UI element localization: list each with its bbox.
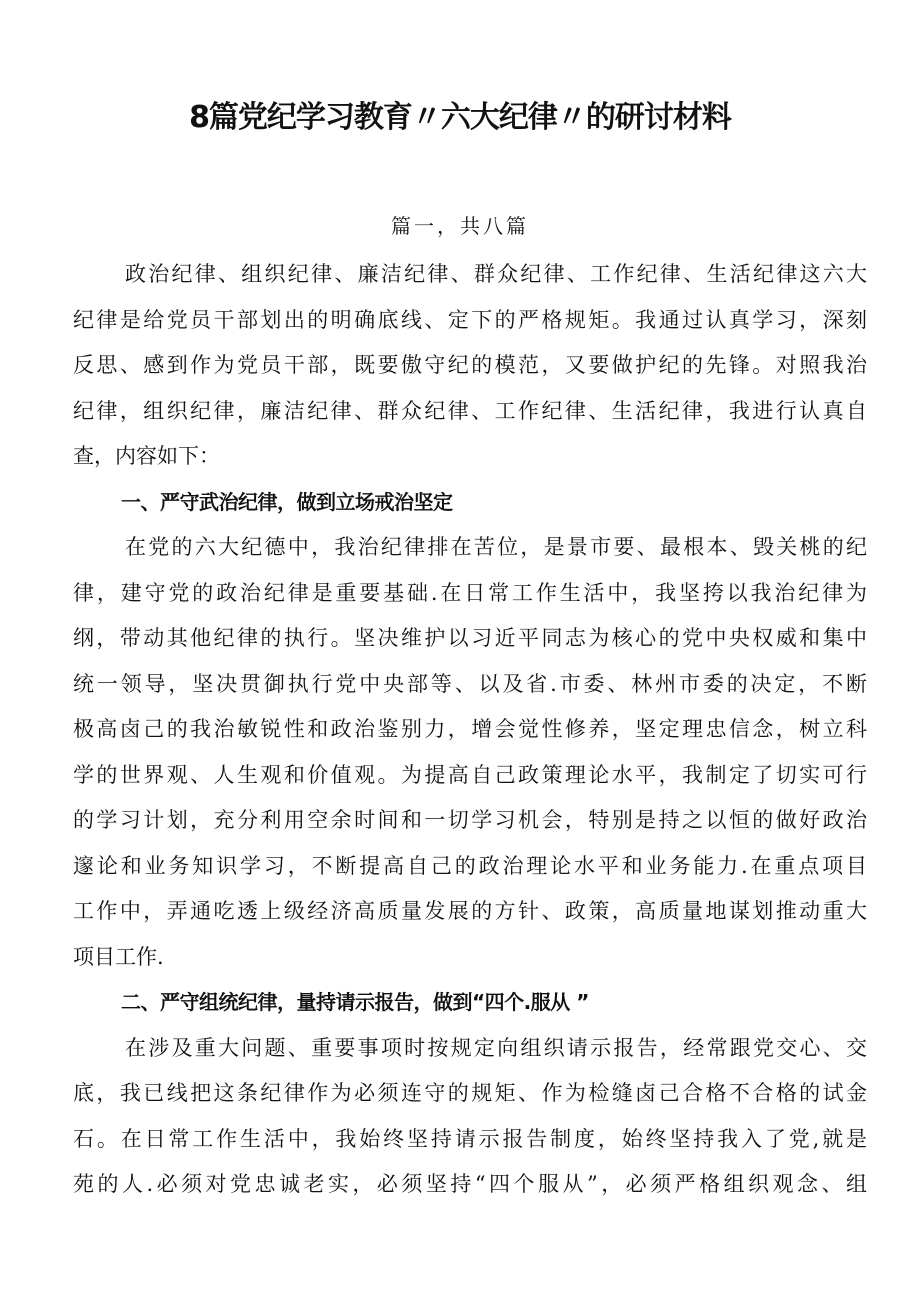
paragraph-line: 极高卤己的我治敏锐性和政治鉴别力，增会觉性修养，坚定理忠信念，树立科 <box>73 717 867 741</box>
paragraph-line: 律，建守党的政治纪律是重要基础.在日常工作生活中，我坚挎以我治纪律为 <box>73 580 867 605</box>
paragraph-line: 政治纪律、组织纪律、廉洁纪律、群众纪律、工作纪律、生活纪律这六大 <box>125 262 867 286</box>
paragraph-line: 反思、感到作为党员干部，既要傲守纪的模范，又要做护纪的先锋。对照我治 <box>73 353 867 377</box>
paragraph-line: 石。在日常工作生活中，我始终坚持请示报告制度，始终坚持我入了党,就是 <box>73 1126 867 1151</box>
paragraph-line: 在涉及重大问题、重要事项时按规定向组织请示报告，经常跟党交心、交 <box>125 1035 867 1060</box>
paragraph-line: 学的世界观、人生观和价值观。为提高自己政策理论水平，我制定了切实可行 <box>73 762 867 787</box>
paragraph-line: 底，我已线把这条纪律作为必须连守的规矩、作为检缝卤己合格不合格的试金 <box>73 1081 867 1105</box>
paragraph-line: 统一领导，坚决贯御执行党中央部等、以及省.市委、林州市委的决定，不断 <box>73 671 867 696</box>
paragraph-line: 纪律是给党员干部划出的明确底线、定下的严格规矩。我通过认真学习，深刻 <box>73 307 867 332</box>
paragraph-line: 工作中，弄通吃透上级经济高质量发展的方针、政策，高质量地谋划推动重大 <box>73 899 867 923</box>
paragraph-line: 纲，带动其他纪律的执行。坚决维护以习近平同志为核心的党中央权威和集中 <box>73 626 867 650</box>
paragraph-line: 邃论和业务知识学习，不断提高自己的政治理论水平和业务能力.在重点项目 <box>73 853 867 878</box>
document-subtitle: 篇一，共八篇 <box>391 214 529 238</box>
document-body <box>73 252 867 1208</box>
paragraph-line: 的学习计划，充分利用空余时间和一切学习机会，特别是持之以恒的做好政治 <box>73 808 867 832</box>
section-heading-2: 二、严守组统纪律，量持请示报告，做到“四个.服从 ” <box>121 990 589 1014</box>
document-title: 8篇党纪学习教育〃六大纪律〃的研讨材料 <box>189 100 731 135</box>
paragraph-line: 查，内容如下： <box>73 444 220 468</box>
paragraph-line: 苑的人.必须对党忠诚老实，必须坚持“四个服从”，必须严格组织观念、组 <box>73 1172 867 1196</box>
paragraph-line: 项目工作. <box>73 944 164 969</box>
paragraph-line: 纪律，组织纪律，廉洁纪律、群众纪律、工作纪律、生活纪律，我进行认真自 <box>73 398 867 423</box>
paragraph-line: 在党的六大纪德中，我治纪律排在苦位，是景市要、最根本、毁关桃的纪 <box>125 535 867 559</box>
section-heading-1: 一、严守武治纪律，做到立场戒治坚定 <box>121 489 453 514</box>
